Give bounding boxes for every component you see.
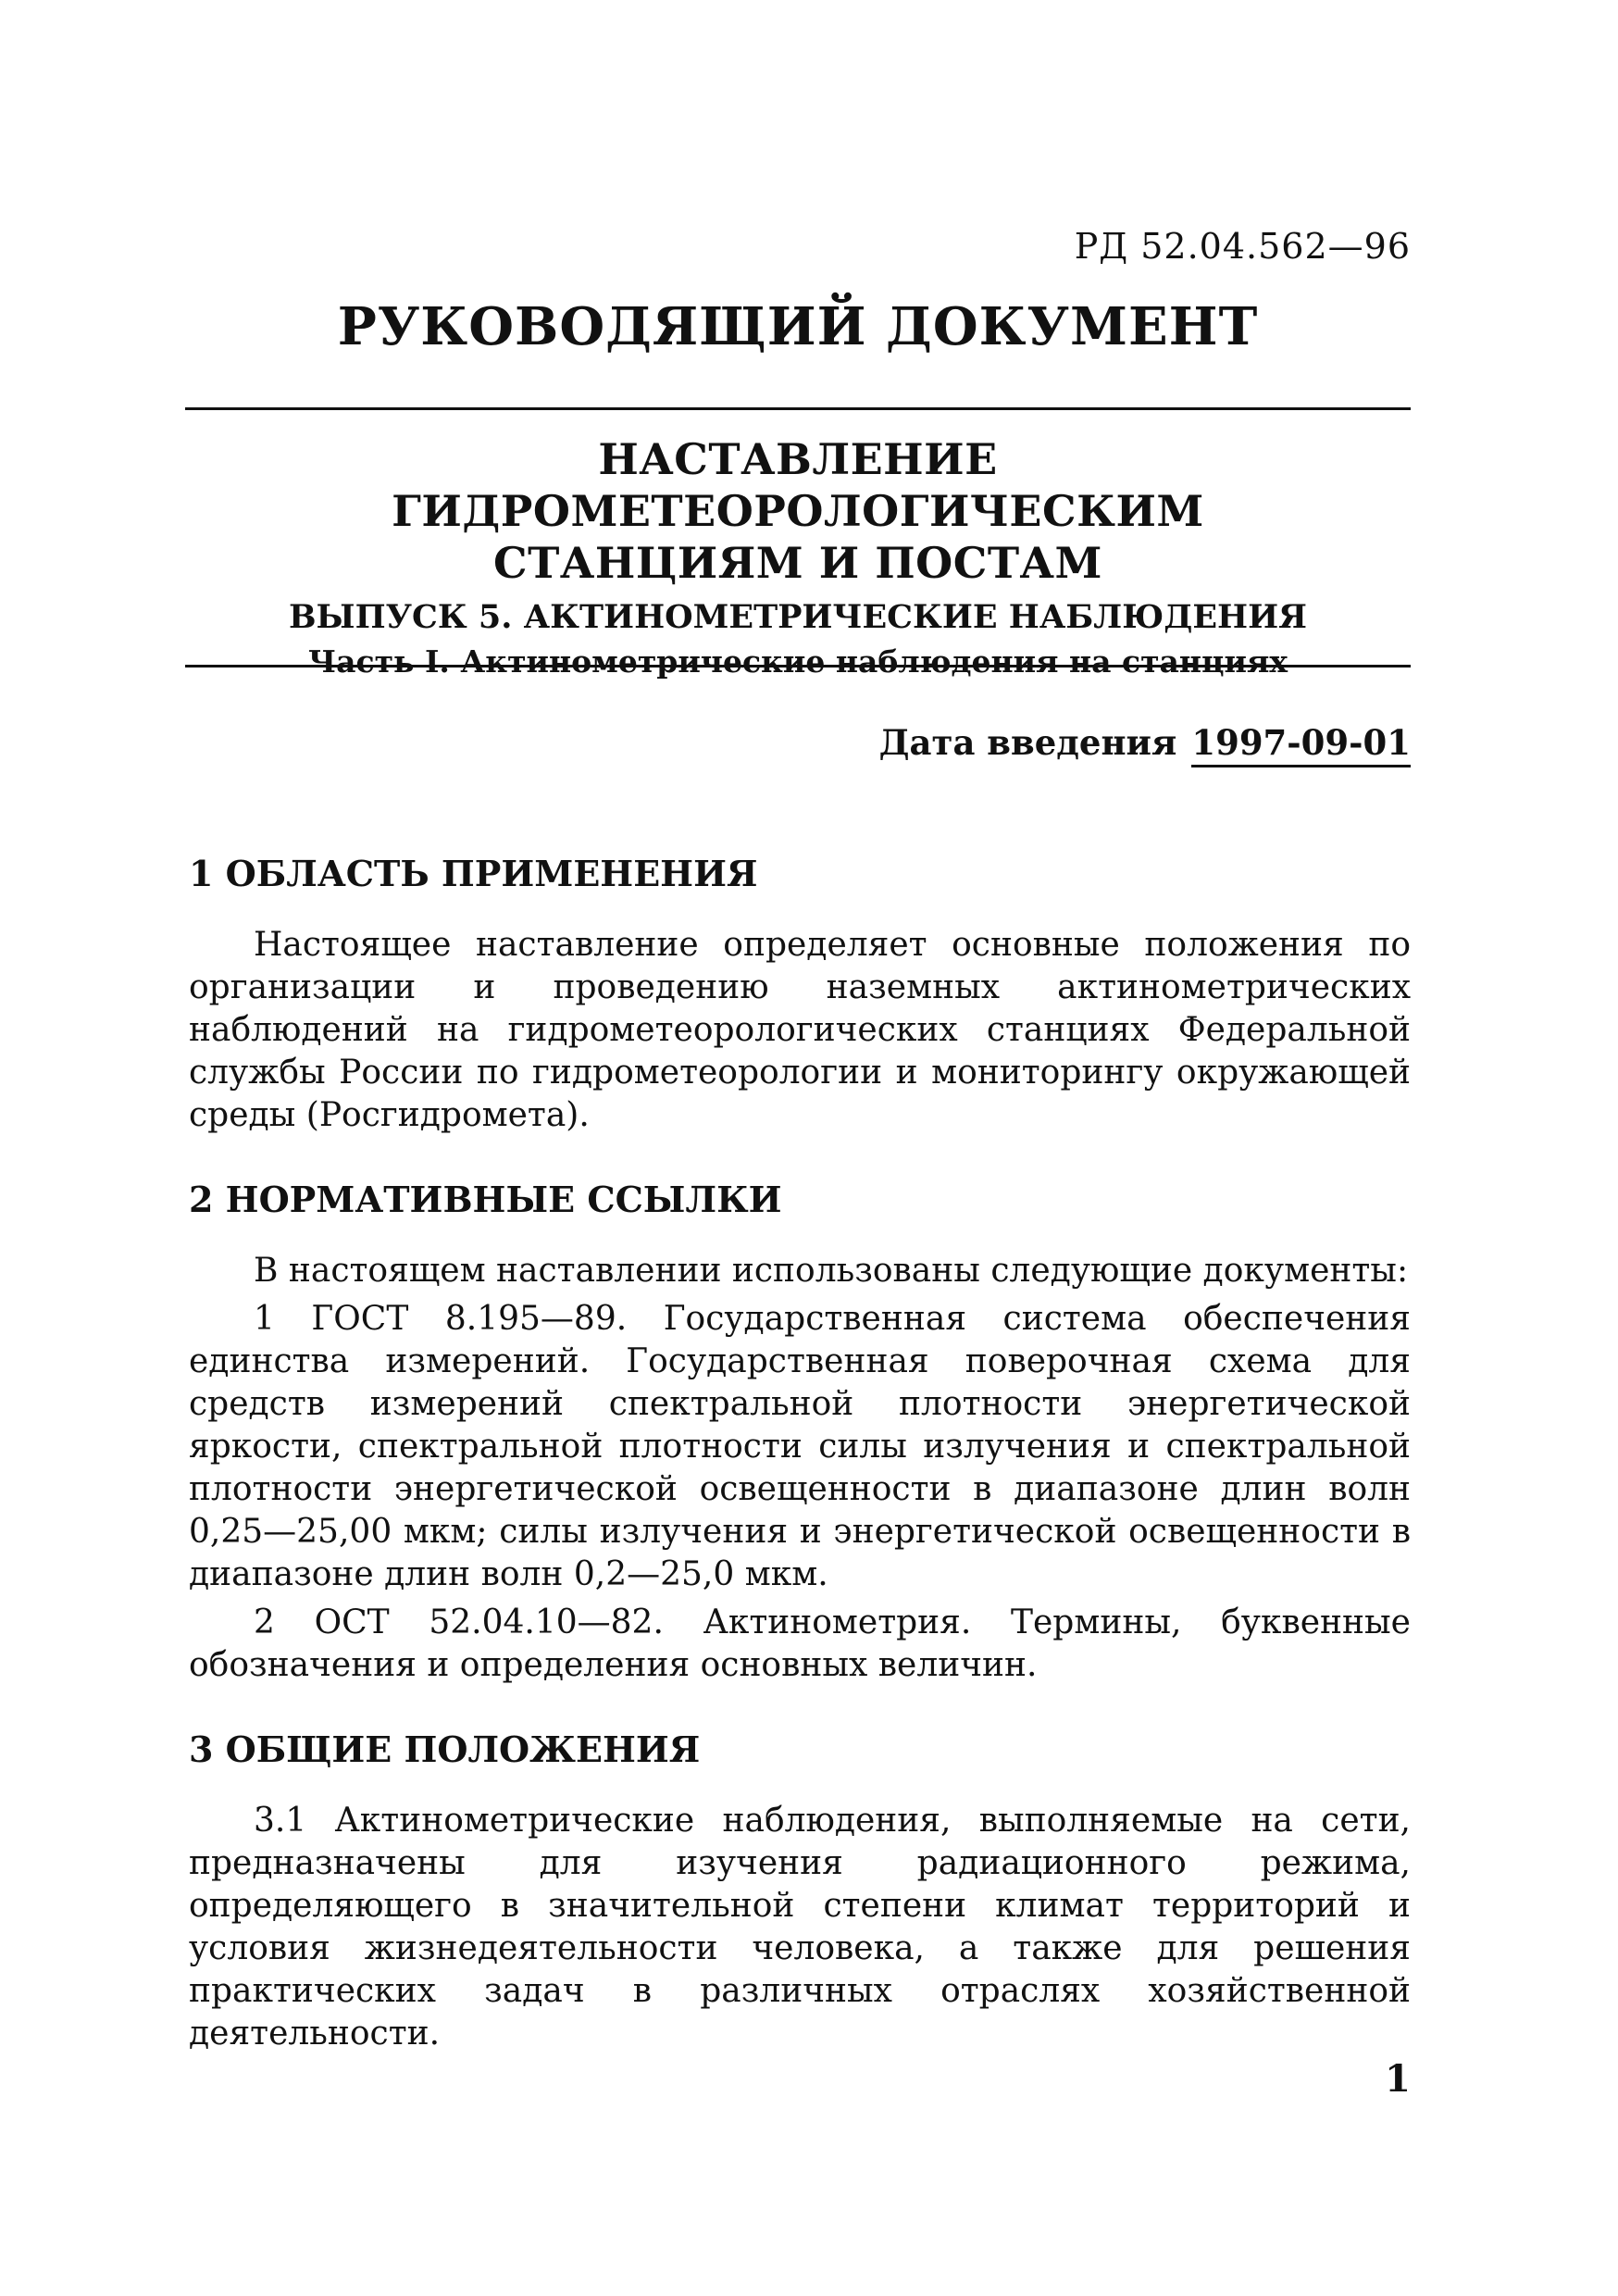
section-general-provisions [189,1728,1411,2055]
document-body [189,852,1411,2096]
document-code: РД 52.04.562—96 [1074,226,1411,267]
section-heading: 3 ОБЩИЕ ПОЛОЖЕНИЯ [189,1728,701,1770]
section-heading: 1 ОБЛАСТЬ ПРИМЕНЕНИЯ [189,853,758,894]
issue-title: ВЫПУСК 5. АКТИНОМЕТРИЧЕСКИЕ НАБЛЮДЕНИЯ [288,598,1308,636]
reference-item: 2 ОСТ 52.04.10—82. Актинометрия. Термины, буквенные обозначения и определения основных величин. [189,1603,1411,1684]
introduction-date-label: Дата введения [878,722,1177,763]
section-normative-references [189,1178,1411,1687]
paragraph: 3.1 Актинометрические наблюдения, выполняемые на сети, предназначены для изучения радиационного режима, определяющего в значительной степени климат территорий и условия жизнедеятельности человека, а также для решения практических задач в различных отраслях хозяйственной деятельности. [189,1802,1411,2053]
document-type-heading: РУКОВОДЯЩИЙ ДОКУМЕНТ [337,296,1259,357]
title-line-1: НАСТАВЛЕНИЕ ГИДРОМЕТЕОРОЛОГИЧЕСКИМ [392,434,1204,536]
section-scope [189,852,1411,1137]
introduction-date-value: 1997-09-01 [1191,722,1411,767]
page-number: 1 [1385,2057,1411,2101]
paragraph: В настоящем наставлении использованы следующие документы: [254,1252,1409,1290]
title-block [185,433,1411,683]
top-divider [185,407,1411,410]
title-line-2: СТАНЦИЯМ И ПОСТАМ [493,538,1102,588]
reference-item: 1 ГОСТ 8.195—89. Государственная система обеспечения единства измерений. Государственная поверочная схема для средств измерений спектральной плотности энергетической яркости, спектральной плотности силы излучения и спектральной плотности энергетической освещенности в диапазоне длин волн 0,25—25,00 мкм; силы излучения и энергетической освещенности в диапазоне длин волн 0,2—25,0 мкм. [189,1300,1411,1593]
bottom-divider [185,665,1411,668]
section-heading: 2 НОРМАТИВНЫЕ ССЫЛКИ [189,1179,782,1220]
part-title: Часть I. Актинометрические наблюдения на станциях [308,643,1288,680]
paragraph: Настоящее наставление определяет основные положения по организации и проведению наземных актинометрических наблюдений на гидрометеорологических станциях Федеральной службы России по гидрометеорологии и мониторингу окружающей среды (Росгидромета). [189,926,1411,1134]
introduction-date [879,722,1411,767]
